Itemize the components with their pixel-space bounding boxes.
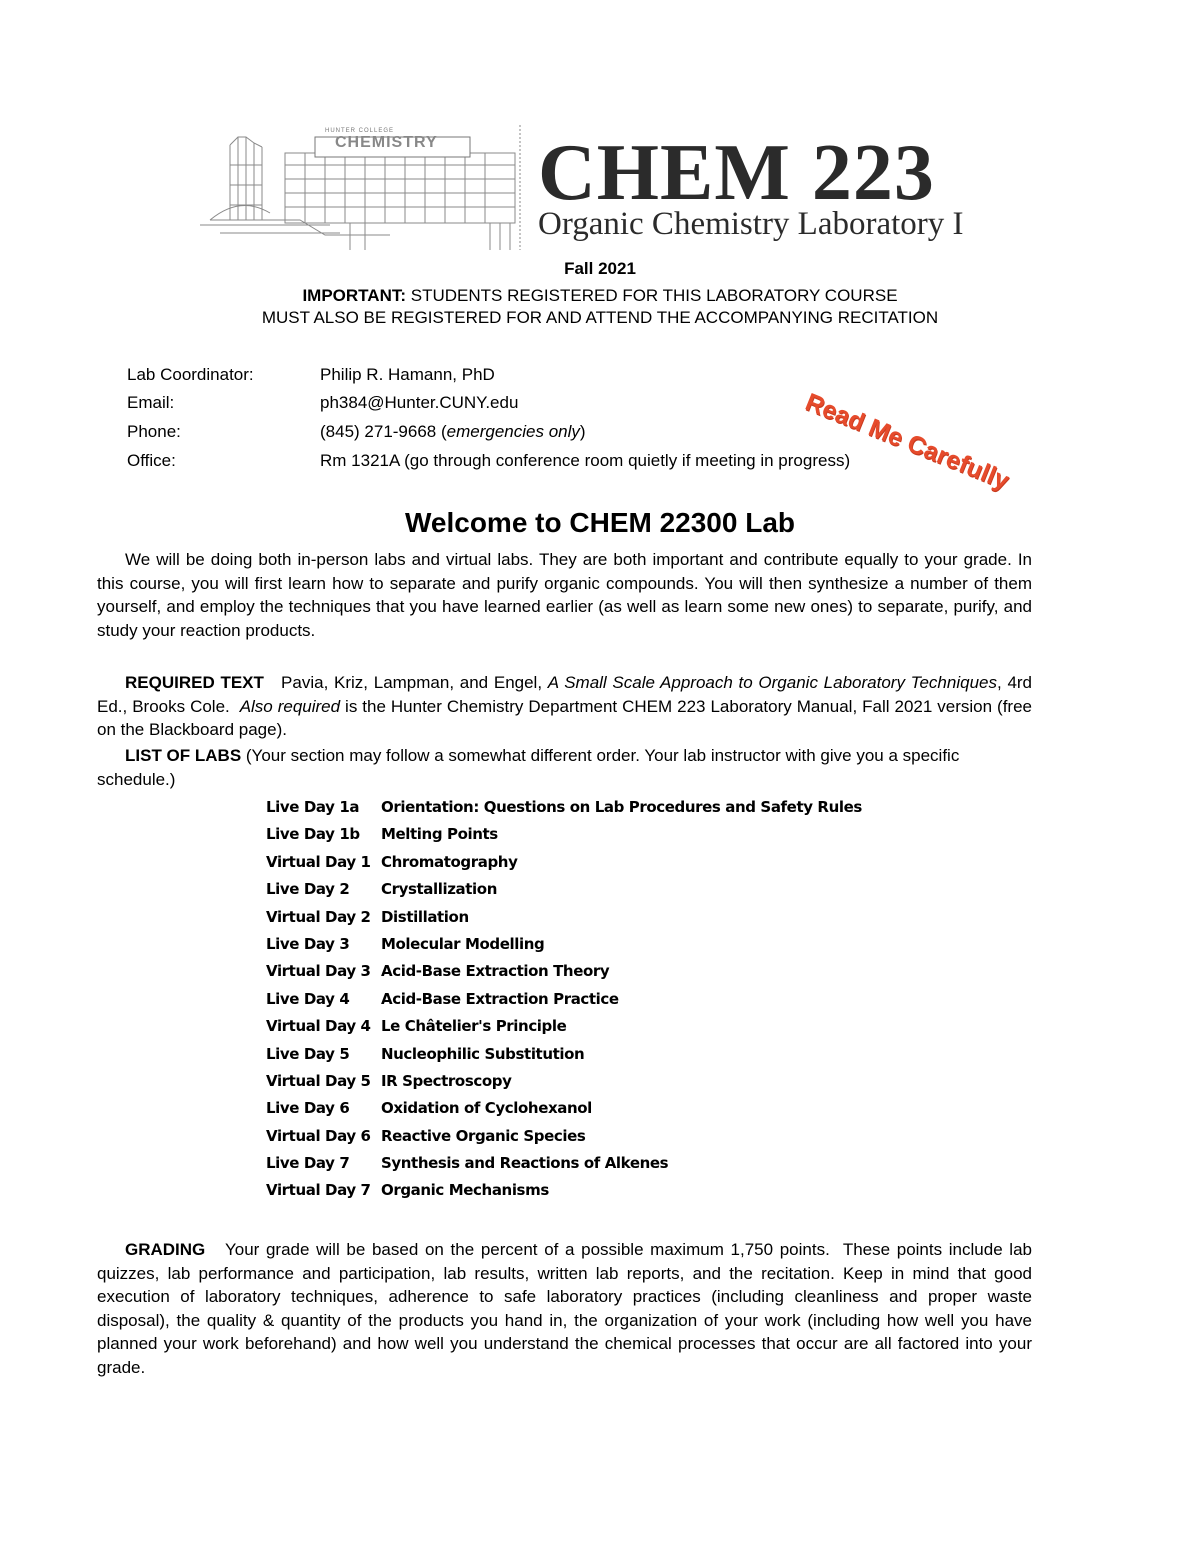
- important-notice-line-2: MUST ALSO BE REGISTERED FOR AND ATTEND THE ACCOMPANYING RECITATION: [261, 308, 939, 327]
- email-value[interactable]: ph384@Hunter.CUNY.edu: [320, 393, 519, 412]
- office-value: Rm 1321A (go through conference room quietly if meeting in progress): [320, 451, 851, 470]
- required-text-authors: Pavia, Kriz, Lampman, and Engel,: [263, 673, 548, 692]
- grading-text: Your grade will be based on the percent of a possible maximum 1,750 points. These points include lab quizzes, lab performance and participation, lab results, written lab reports, and the recitation. Keep in mind that good execution of laboratory techniques, adherence to safe laboratory practices (including cleanliness and proper waste disposal), the quality & quantity of the products you hand in, the organization of your work (including how well you have planned your work beforehand) and how well you understand the chemical processes that occur are all factored into your grade.: [97, 1240, 1037, 1377]
- phone-note: emergencies only: [446, 422, 580, 441]
- lab-title: Le Châtelier's Principle: [381, 1017, 567, 1036]
- lab-day: Live Day 4: [266, 989, 350, 1008]
- logo-sublabel: HUNTER COLLEGE: [325, 128, 395, 134]
- lab-day: Live Day 6: [266, 1099, 350, 1118]
- lab-title: Synthesis and Reactions of Alkenes: [381, 1154, 669, 1173]
- lab-list-item: [266, 794, 862, 821]
- lab-title: Orientation: Questions on Lab Procedures and Safety Rules: [381, 798, 862, 816]
- lab-day: Virtual Day 3: [266, 962, 371, 981]
- required-book-title: A Small Scale Approach to Organic Laboratory Techniques: [547, 673, 997, 692]
- lab-day: Virtual Day 5: [266, 1071, 371, 1090]
- lab-list-item: [266, 1123, 862, 1150]
- lab-list-item: [266, 1177, 862, 1204]
- read-me-carefully-stamp: Read Me Carefully: [801, 388, 1013, 496]
- lab-title: Melting Points: [381, 825, 498, 844]
- lab-day: Live Day 5: [266, 1044, 350, 1063]
- lab-title: Oxidation of Cyclohexanol: [381, 1099, 592, 1118]
- lab-list-item: [266, 1150, 862, 1177]
- phone-value: (845) 271-9668 (emergencies only): [320, 422, 586, 441]
- lab-title: Acid-Base Extraction Practice: [381, 989, 619, 1008]
- phone-label: Phone:: [127, 422, 181, 441]
- list-of-labs-label: LIST OF LABS: [125, 746, 242, 765]
- grading-paragraph: [97, 1238, 1037, 1379]
- required-text-paragraph: [97, 671, 1037, 742]
- lab-list-item: [266, 958, 862, 985]
- lab-list-item: [266, 931, 862, 958]
- email-label: Email:: [127, 393, 175, 412]
- lab-day: Virtual Day 1: [266, 852, 371, 871]
- coordinator-label: Lab Coordinator:: [127, 365, 254, 384]
- lab-day: Virtual Day 2: [266, 907, 371, 926]
- lab-title: Reactive Organic Species: [381, 1126, 586, 1145]
- lab-title: Molecular Modelling: [381, 934, 545, 953]
- lab-day: Live Day 1a: [266, 798, 360, 816]
- lab-list-item: [266, 1041, 862, 1068]
- lab-list-item: [266, 849, 862, 876]
- course-code: CHEM 223: [538, 129, 935, 217]
- lab-day: Virtual Day 6: [266, 1126, 371, 1145]
- lab-list-item: [266, 1068, 862, 1095]
- term: Fall 2021: [564, 259, 636, 278]
- lab-day: Live Day 3: [266, 934, 350, 953]
- lab-list-item: [266, 1095, 862, 1122]
- lab-title: Acid-Base Extraction Theory: [381, 962, 610, 981]
- lab-list: [266, 794, 862, 1205]
- lab-day: Live Day 7: [266, 1154, 350, 1173]
- lab-title: IR Spectroscopy: [381, 1071, 512, 1090]
- office-label: Office:: [127, 451, 176, 470]
- labs-note: (Your section may follow a somewhat different order. Your lab instructor with give you a specific schedule.): [97, 746, 960, 789]
- lab-day: Virtual Day 7: [266, 1181, 371, 1200]
- also-required-label: Also required: [239, 696, 341, 716]
- lab-list-item: [266, 1013, 862, 1040]
- required-text-rest: is the Hunter Chemistry Department CHEM 223 Laboratory Manual, Fall 2021 version (free on the Blackboard page).: [97, 696, 1032, 739]
- logo-label: CHEMISTRY: [335, 134, 438, 151]
- lab-title: Chromatography: [381, 852, 518, 871]
- important-label: IMPORTANT:: [302, 286, 407, 305]
- labs-intro-paragraph: [97, 744, 1032, 791]
- lab-day: Live Day 1b: [266, 825, 360, 844]
- required-text-label: REQUIRED TEXT: [125, 673, 264, 692]
- lab-list-item: [266, 876, 862, 903]
- course-name: Organic Chemistry Laboratory I: [538, 206, 964, 242]
- lab-title: Organic Mechanisms: [381, 1181, 549, 1200]
- grading-label: GRADING: [125, 1240, 206, 1259]
- lab-list-item: [266, 986, 862, 1013]
- important-notice-line-1: [0, 285, 1200, 307]
- lab-list-item: [266, 904, 862, 931]
- lab-title: Crystallization: [381, 880, 497, 899]
- lab-day: Live Day 2: [266, 880, 350, 899]
- intro-paragraph: We will be doing both in-person labs and virtual labs. They are both important and contribute equally to your grade. In this course, you will first learn how to separate and purify organic compounds. You will then synthesize a number of them yourself, and employ the techniques that you have learned earlier (as well as learn some new ones) to separate, purify, and study your reaction products.: [97, 550, 1032, 640]
- phone-number: (845) 271-9668: [320, 422, 437, 441]
- lab-title: Distillation: [381, 907, 469, 926]
- lab-list-item: [266, 821, 862, 848]
- coordinator-value: Philip R. Hamann, PhD: [320, 365, 495, 384]
- lab-title: Nucleophilic Substitution: [381, 1044, 585, 1063]
- lab-day: Virtual Day 4: [266, 1017, 371, 1036]
- welcome-heading: Welcome to CHEM 22300 Lab: [404, 507, 796, 538]
- notice-text-1: STUDENTS REGISTERED FOR THIS LABORATORY COURSE: [406, 286, 898, 305]
- required-book-edition: , 4rd Ed., Brooks Cole.: [97, 673, 1037, 716]
